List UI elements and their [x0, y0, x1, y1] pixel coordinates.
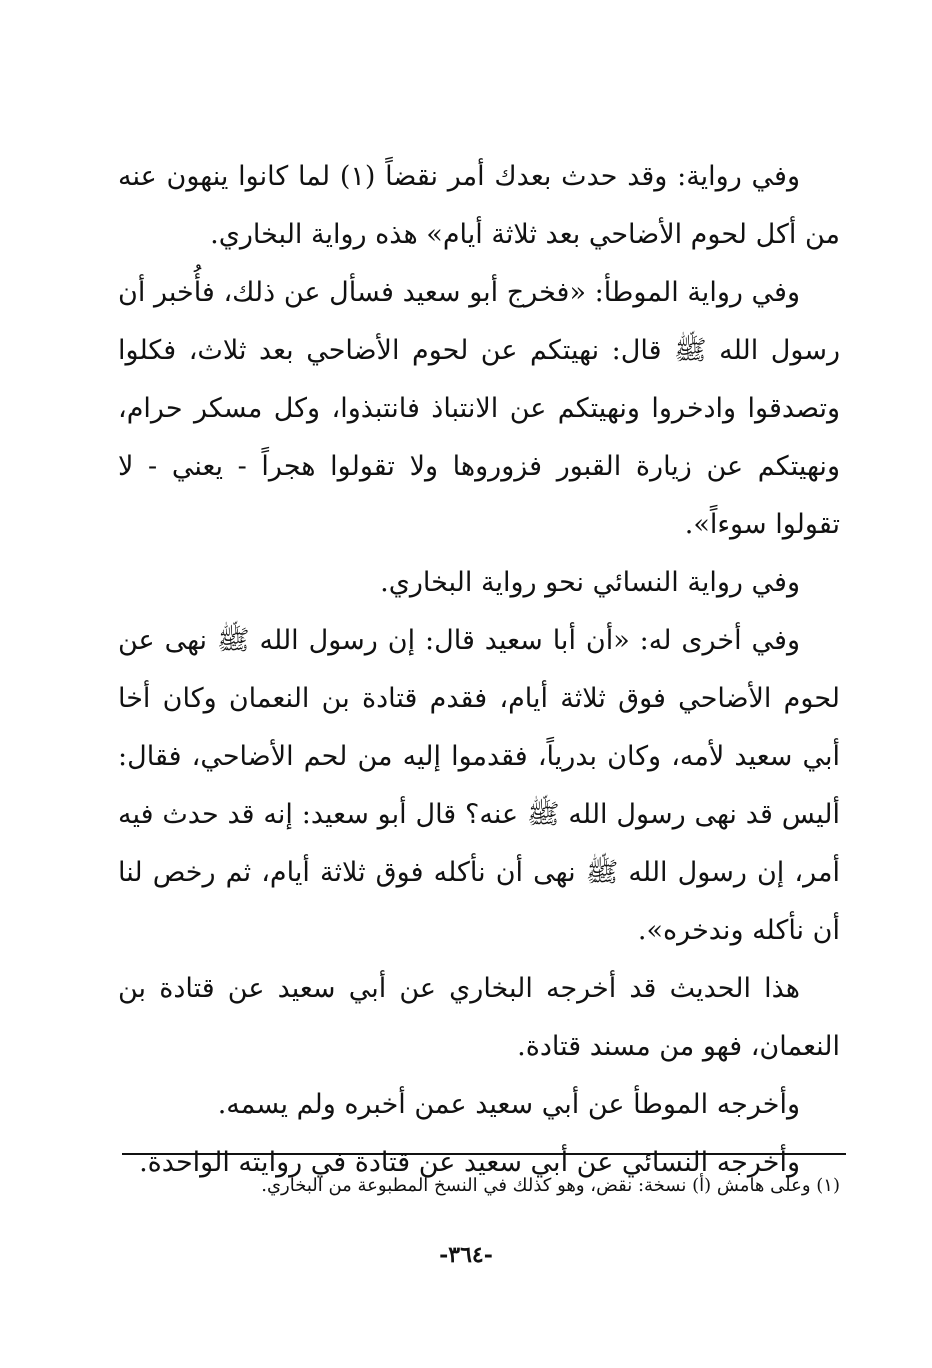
- paragraph-muwatta-narration: وفي رواية الموطأ: «فخرج أبو سعيد فسأل عن ذلك، فأُخبر أن رسول الله ﷺ قال: نهيتكم عن لحوم الأضاحي بعد ثلاث، فكلوا وتصدقوا وادخروا ونهيتكم عن الانتباذ فانتبذوا، وكل مسكر حرام، ونهيتكم عن زيارة القبور فزوروها ولا تقولوا هجراً - يعني - لا تقولوا سوءاً».: [118, 277, 840, 540]
- paragraph-bukhari-narration: وفي رواية: وقد حدث بعدك أمر نقضاً (١) لما كانوا ينهون عنه من أكل لحوم الأضاحي بعد ثلاثة أيام» هذه رواية البخاري.: [118, 161, 840, 250]
- footnote-divider: [122, 1153, 846, 1155]
- footnote: (١) وعلى هامش (أ) نسخة: نقض، وهو كذلك في النسخ المطبوعة من البخاري.: [261, 1175, 840, 1196]
- paragraph-nasai-narration: وفي رواية النسائي نحو رواية البخاري.: [380, 567, 800, 598]
- page-number: -٣٦٤-: [439, 1242, 493, 1268]
- paragraph-nasai-source: وأخرجه النسائي عن أبي سعيد عن قتادة في روايته الواحدة.: [139, 1147, 800, 1178]
- paragraph-muwatta-source: وأخرجه الموطأ عن أبي سعيد عمن أخبره ولم يسمه.: [217, 1089, 800, 1120]
- paragraph-hadith-source: هذا الحديث قد أخرجه البخاري عن أبي سعيد عن قتادة بن النعمان، فهو من مسند قتادة.: [118, 973, 840, 1062]
- main-text: [118, 148, 840, 1192]
- paragraph-another-narration: وفي أخرى له: «أن أبا سعيد قال: إن رسول الله ﷺ نهى عن لحوم الأضاحي فوق ثلاثة أيام، فقدم قتادة بن النعمان وكان أخا أبي سعيد لأمه، وكان بدرياً، فقدموا إليه من لحم الأضاحي، فقال: أليس قد نهى رسول الله ﷺ عنه؟ قال أبو سعيد: إنه قد حدث فيه أمر، إن رسول الله ﷺ نهى أن نأكله فوق ثلاثة أيام، ثم رخص لنا أن نأكله وندخره».: [118, 625, 840, 946]
